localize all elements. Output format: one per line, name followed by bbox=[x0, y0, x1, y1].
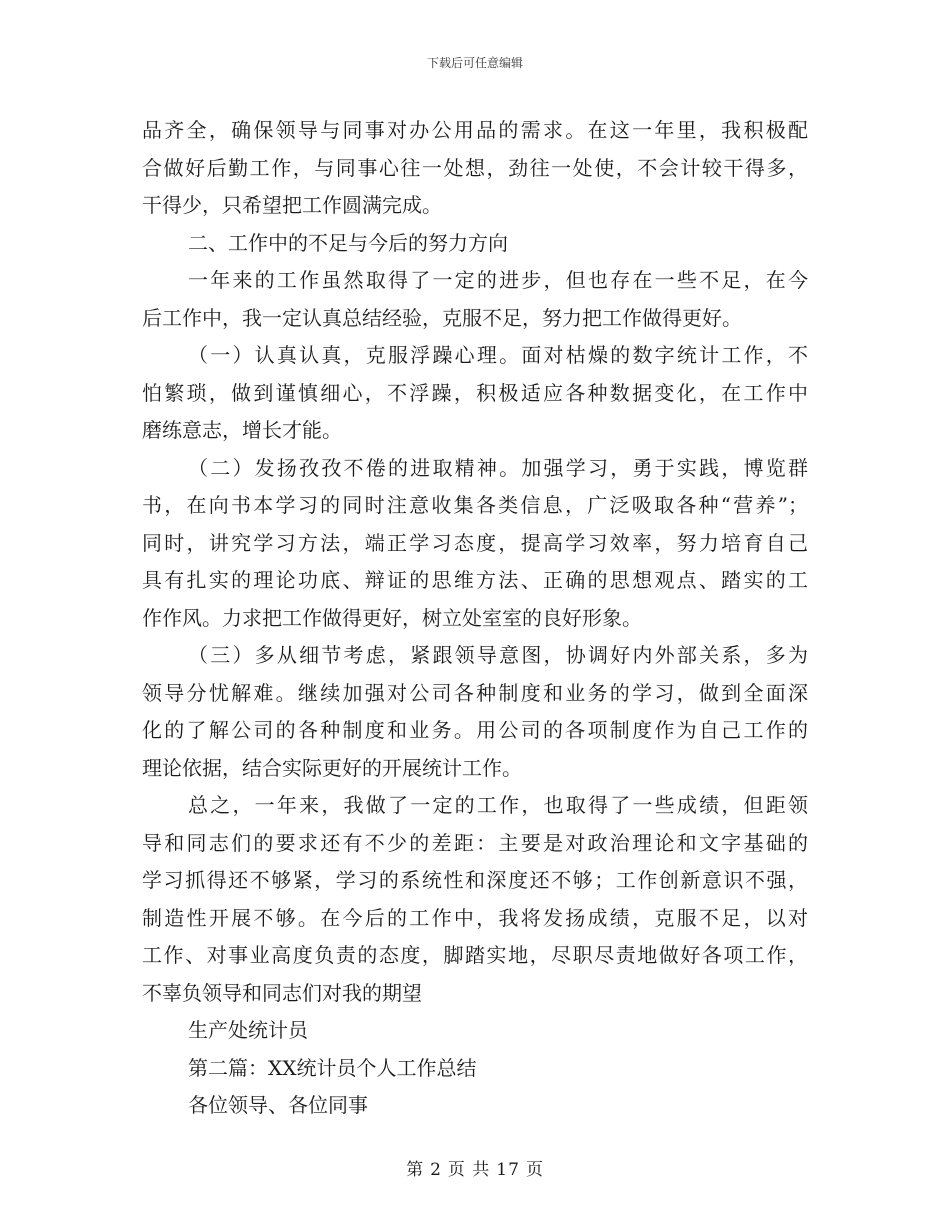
text-line: （二）发扬孜孜不倦的进取精神。加强学习，勇于实践，博览群 bbox=[188, 455, 808, 480]
text-line: 领导分忧解难。继续加强对公司各种制度和业务的学习，做到全面深 bbox=[142, 680, 808, 705]
text-line: 理论依据，结合实际更好的开展统计工作。 bbox=[142, 755, 522, 780]
text-line: 各位领导、各位同事 bbox=[188, 1093, 368, 1117]
text-line: 不辜负领导和同志们对我的期望 bbox=[142, 980, 422, 1005]
text-line: 导和同志们的要求还有不少的差距：主要是对政治理论和文字基础的 bbox=[142, 830, 808, 855]
text-line: 合做好后勤工作，与同事心往一处想，劲往一处使，不会计较干得多， bbox=[142, 155, 808, 180]
text-line: 二、工作中的不足与今后的努力方向 bbox=[188, 230, 508, 255]
text-line: 作作风。力求把工作做得更好，树立处室室的良好形象。 bbox=[142, 605, 642, 630]
text-line: 怕繁琐，做到谨慎细心，不浮躁，积极适应各种数据变化，在工作中 bbox=[142, 380, 808, 405]
text-line: 制造性开展不够。在今后的工作中，我将发扬成绩，克服不足，以对 bbox=[142, 905, 808, 930]
text-line: 后工作中，我一定认真总结经验，克服不足，努力把工作做得更好。 bbox=[142, 305, 742, 330]
page-footer bbox=[0, 1155, 950, 1180]
page-header: 下载后可任意编辑 bbox=[426, 56, 523, 70]
text-line: 化的了解公司的各种制度和业务。用公司的各项制度作为自己工作的 bbox=[142, 718, 808, 742]
text-line: （三）多从细节考虑，紧跟领导意图，协调好内外部关系，多为 bbox=[188, 643, 808, 667]
footer-prefix: 第 bbox=[406, 1160, 425, 1180]
text-line: 具有扎实的理论功底、辩证的思维方法、正确的思想观点、踏实的工 bbox=[142, 568, 808, 592]
footer-suffix: 页 bbox=[525, 1160, 544, 1180]
text-line: 同时，讲究学习方法，端正学习态度，提高学习效率，努力培育自己 bbox=[142, 530, 808, 555]
text-line: 总之，一年来，我做了一定的工作，也取得了一些成绩，但距领 bbox=[188, 793, 808, 817]
text-line: 工作、对事业高度负责的态度，脚踏实地，尽职尽责地做好各项工作， bbox=[142, 943, 808, 967]
footer-total-pages: 17 bbox=[496, 1160, 520, 1180]
text-line: （一）认真认真，克服浮躁心理。面对枯燥的数字统计工作，不 bbox=[188, 343, 808, 367]
text-line: 第二篇：XX统计员个人工作总结 bbox=[188, 1055, 477, 1080]
document-body bbox=[142, 112, 808, 1125]
footer-page-number: 2 bbox=[430, 1160, 442, 1180]
text-line: 品齐全，确保领导与同事对办公用品的需求。在这一年里，我积极配 bbox=[142, 118, 808, 142]
text-line: 干得少，只希望把工作圆满完成。 bbox=[142, 193, 442, 217]
text-line: 书，在向书本学习的同时注意收集各类信息，广泛吸取各种“营养”； bbox=[142, 493, 808, 517]
footer-middle: 页 共 bbox=[447, 1160, 491, 1180]
text-line: 磨练意志，增长才能。 bbox=[142, 418, 342, 442]
text-line: 学习抓得还不够紧，学习的系统性和深度还不够；工作创新意识不强， bbox=[142, 868, 808, 892]
text-line: 生产处统计员 bbox=[188, 1018, 308, 1042]
text-line: 一年来的工作虽然取得了一定的进步，但也存在一些不足，在今 bbox=[188, 268, 808, 292]
